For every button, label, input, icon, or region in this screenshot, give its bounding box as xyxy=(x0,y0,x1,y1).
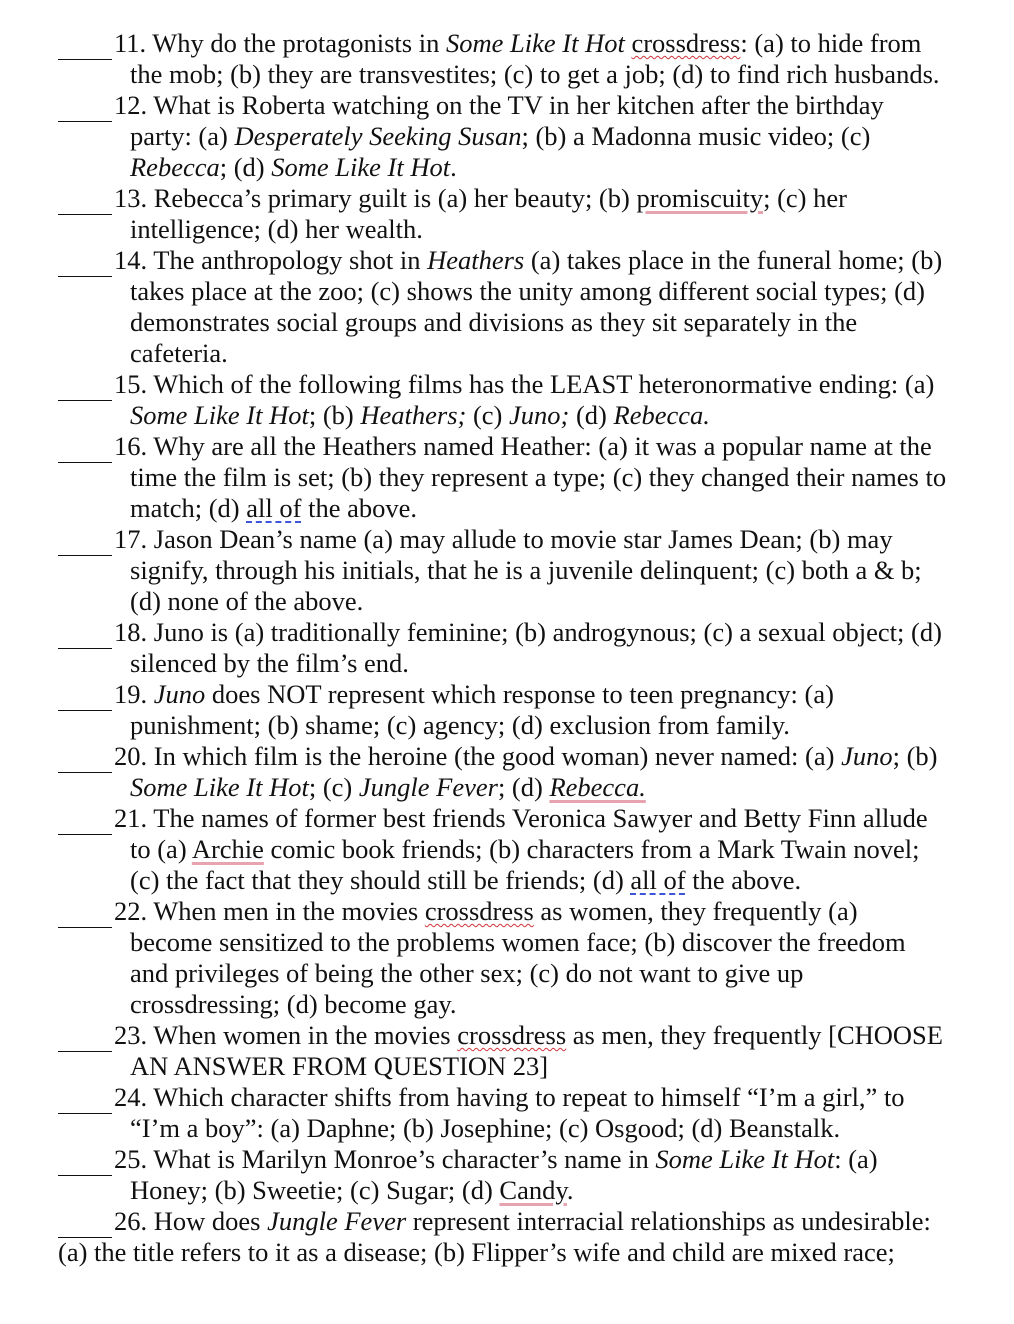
text-run: 11. Why do the protagonists in xyxy=(114,28,446,58)
text-run: ; (b) xyxy=(308,400,361,430)
italic-title xyxy=(360,400,466,430)
marked-word: all of xyxy=(630,865,686,895)
question-line xyxy=(0,493,1014,524)
text-run: signify, through his initials, that he is a juvenile delinquent; (c) both a & b; xyxy=(130,555,922,585)
italic-title: Juno; xyxy=(509,400,570,430)
italic-title xyxy=(549,772,645,802)
italic-title xyxy=(614,400,710,430)
question-line xyxy=(0,896,1014,927)
question-25 xyxy=(0,1144,1014,1206)
question-line xyxy=(0,834,1014,865)
question-line xyxy=(0,462,1014,493)
question-line xyxy=(0,400,1014,431)
marked-word: crossdress xyxy=(424,896,534,926)
question-11 xyxy=(0,28,1014,90)
italic-title: Some Like It Hot xyxy=(130,400,309,430)
answer-blank[interactable] xyxy=(58,245,112,277)
marked-word: Candy xyxy=(499,1175,567,1205)
italic-title xyxy=(234,121,521,151)
question-line xyxy=(0,1206,1014,1237)
answer-blank[interactable] xyxy=(58,524,112,556)
question-line xyxy=(0,617,1014,648)
italic-title: Juno xyxy=(841,741,893,771)
italic-title xyxy=(841,741,893,771)
text-run: represent interracial relationships as undesirable: xyxy=(406,1206,931,1236)
text-run: (d) none of the above. xyxy=(130,586,364,616)
question-15 xyxy=(0,369,1014,431)
question-14 xyxy=(0,245,1014,369)
italic-title xyxy=(130,400,309,430)
question-line xyxy=(0,1020,1014,1051)
text-run: (c) xyxy=(466,400,510,430)
marked-word: promiscuity xyxy=(636,183,764,213)
text-run: 15. Which of the following films has the LEAST heteronormative ending: (a) xyxy=(114,369,935,399)
text-run: cafeteria. xyxy=(130,338,228,368)
text-run: 20. In which film is the heroine (the good woman) never named: (a) xyxy=(114,741,842,771)
answer-blank[interactable] xyxy=(58,741,112,773)
italic-title: Heathers; xyxy=(360,400,467,430)
question-line xyxy=(0,648,1014,679)
question-line xyxy=(0,958,1014,989)
question-line xyxy=(0,245,1014,276)
text-run: become sensitized to the problems women face; (b) discover the freedom xyxy=(130,927,906,957)
question-line xyxy=(0,927,1014,958)
text-run: time the film is set; (b) they represent a type; (c) they changed their names to xyxy=(130,462,947,492)
italic-title: Heathers xyxy=(427,245,525,275)
question-line xyxy=(0,214,1014,245)
text-run: 19. xyxy=(114,679,154,709)
italic-title: Jungle Fever xyxy=(358,772,498,802)
question-18 xyxy=(0,617,1014,679)
text-run: ; (b) a Madonna music video; (c) xyxy=(521,121,871,151)
text-run: the above. xyxy=(685,865,802,895)
text-run: the mob; (b) they are transvestites; (c) to get a job; (d) to find rich husbands. xyxy=(130,59,940,89)
text-run: as women, they frequently (a) xyxy=(533,896,858,926)
text-run: . xyxy=(566,1175,574,1205)
text-run: to (a) xyxy=(130,834,192,864)
question-17 xyxy=(0,524,1014,617)
italic-title xyxy=(655,1144,834,1174)
question-line xyxy=(0,1144,1014,1175)
text-run: intelligence; (d) her wealth. xyxy=(130,214,423,244)
italic-title xyxy=(130,772,309,802)
question-21 xyxy=(0,803,1014,896)
question-26 xyxy=(0,1206,1014,1268)
text-run: takes place at the zoo; (c) shows the unity among different social types; (d) xyxy=(130,276,925,306)
answer-blank[interactable] xyxy=(58,803,112,835)
answer-blank[interactable] xyxy=(58,183,112,215)
text-run: punishment; (b) shame; (c) agency; (d) exclusion from family. xyxy=(130,710,790,740)
text-run: ; (c) xyxy=(308,772,359,802)
marked-word: Archie xyxy=(191,834,264,864)
text-run: (a) takes place in the funeral home; (b) xyxy=(524,245,943,275)
question-line xyxy=(0,183,1014,214)
answer-blank[interactable] xyxy=(58,1206,112,1238)
text-run: Honey; (b) Sweetie; (c) Sugar; (d) xyxy=(130,1175,500,1205)
text-run: match; (d) xyxy=(130,493,247,523)
question-line xyxy=(0,276,1014,307)
question-line xyxy=(0,865,1014,896)
text-run: crossdressing; (d) become gay. xyxy=(130,989,457,1019)
text-run: as men, they frequently [CHOOSE xyxy=(566,1020,943,1050)
text-run: 14. The anthropology shot in xyxy=(114,245,428,275)
marked-word: all of xyxy=(246,493,302,523)
italic-title: Desperately Seeking Susan xyxy=(234,121,522,151)
question-19 xyxy=(0,679,1014,741)
italic-title: Some Like It Hot xyxy=(271,152,451,182)
italic-title xyxy=(509,400,569,430)
italic-title xyxy=(130,152,220,182)
italic-title xyxy=(267,1206,406,1236)
answer-blank[interactable] xyxy=(58,679,112,711)
text-run: party: (a) xyxy=(130,121,235,151)
text-run: 18. Juno is (a) traditionally feminine; (b) androgynous; (c) a sexual object; (d) xyxy=(114,617,942,647)
italic-title: Jungle Fever xyxy=(267,1206,407,1236)
text-run: : (a) xyxy=(834,1144,878,1174)
marked-word: crossdress xyxy=(457,1020,567,1050)
question-line xyxy=(0,369,1014,400)
text-run: AN ANSWER FROM QUESTION 23] xyxy=(130,1051,549,1081)
question-line xyxy=(0,431,1014,462)
italic-title xyxy=(446,28,625,58)
italic-title xyxy=(359,772,498,802)
question-line xyxy=(0,1237,1014,1268)
text-run: ; (c) her xyxy=(763,183,847,213)
text-run: 16. Why are all the Heathers named Heather: (a) it was a popular name at the xyxy=(114,431,932,461)
text-run: 26. How does xyxy=(114,1206,268,1236)
answer-blank[interactable] xyxy=(58,1082,112,1114)
text-run: ; (b) xyxy=(892,741,938,771)
text-run: 17. Jason Dean’s name (a) may allude to movie star James Dean; (b) may xyxy=(114,524,893,554)
text-run: (d) xyxy=(569,400,614,430)
question-24 xyxy=(0,1082,1014,1144)
italic-title: Some Like It Hot xyxy=(655,1144,835,1174)
question-line xyxy=(0,741,1014,772)
question-line xyxy=(0,59,1014,90)
question-line xyxy=(0,555,1014,586)
question-12 xyxy=(0,90,1014,183)
question-line xyxy=(0,679,1014,710)
text-run: : (a) to hide from xyxy=(740,28,922,58)
text-run: silenced by the film’s end. xyxy=(130,648,409,678)
text-run: “I’m a boy”: (a) Daphne; (b) Josephine; (c) Osgood; (d) Beanstalk. xyxy=(130,1113,841,1143)
quiz-document xyxy=(0,28,1014,1268)
text-run: demonstrates social groups and divisions as they sit separately in the xyxy=(130,307,858,337)
italic-title: Juno xyxy=(153,679,206,709)
answer-blank[interactable] xyxy=(58,1020,112,1052)
question-line xyxy=(0,307,1014,338)
text-run: 12. What is Roberta watching on the TV in her kitchen after the birthday xyxy=(114,90,884,120)
question-line xyxy=(0,121,1014,152)
marked-word: crossdress xyxy=(631,28,741,58)
question-23 xyxy=(0,1020,1014,1082)
text-run: . xyxy=(450,152,457,182)
question-line xyxy=(0,586,1014,617)
question-line xyxy=(0,90,1014,121)
text-run: ; (d) xyxy=(497,772,550,802)
italic-title: Some Like It Hot xyxy=(130,772,309,802)
text-run: the above. xyxy=(301,493,417,523)
answer-blank[interactable] xyxy=(58,90,112,122)
text-run: ; (d) xyxy=(219,152,272,182)
question-line xyxy=(0,710,1014,741)
question-20 xyxy=(0,741,1014,803)
italic-title: Rebecca. xyxy=(549,772,646,802)
text-run: 24. Which character shifts from having to repeat to himself “I’m a girl,” to xyxy=(114,1082,905,1112)
text-run: (a) the title refers to it as a disease; (b) Flipper’s wife and child are mixed race; xyxy=(58,1237,895,1267)
question-line xyxy=(0,338,1014,369)
text-run: and privileges of being the other sex; (c) do not want to give up xyxy=(130,958,804,988)
text-run: does NOT represent which response to teen pregnancy: (a) xyxy=(205,679,834,709)
text-run: 25. What is Marilyn Monroe’s character’s name in xyxy=(114,1144,656,1174)
question-line xyxy=(0,1113,1014,1144)
answer-blank[interactable] xyxy=(58,1144,112,1176)
question-line xyxy=(0,1082,1014,1113)
text-run: 22. When men in the movies xyxy=(114,896,425,926)
question-13 xyxy=(0,183,1014,245)
italic-title: Rebecca. xyxy=(613,400,710,430)
question-line xyxy=(0,772,1014,803)
question-line xyxy=(0,989,1014,1020)
question-line xyxy=(0,1175,1014,1206)
question-line xyxy=(0,28,1014,59)
question-line xyxy=(0,803,1014,834)
answer-blank[interactable] xyxy=(58,431,112,463)
text-run: (c) the fact that they should still be friends; (d) xyxy=(130,865,631,895)
italic-title xyxy=(154,679,206,709)
italic-title: Rebecca xyxy=(130,152,220,182)
question-line xyxy=(0,152,1014,183)
answer-blank[interactable] xyxy=(58,896,112,928)
text-run: 23. When women in the movies xyxy=(114,1020,458,1050)
text-run: 13. Rebecca’s primary guilt is (a) her beauty; (b) xyxy=(114,183,637,213)
question-22 xyxy=(0,896,1014,1020)
text-run: comic book friends; (b) characters from a Mark Twain novel; xyxy=(263,834,920,864)
question-16 xyxy=(0,431,1014,524)
italic-title xyxy=(271,152,450,182)
question-line xyxy=(0,524,1014,555)
answer-blank[interactable] xyxy=(58,28,112,60)
italic-title: Some Like It Hot xyxy=(445,28,625,58)
answer-blank[interactable] xyxy=(58,369,112,401)
italic-title xyxy=(427,245,524,275)
text-run: 21. The names of former best friends Veronica Sawyer and Betty Finn allude xyxy=(114,803,928,833)
question-line xyxy=(0,1051,1014,1082)
answer-blank[interactable] xyxy=(58,617,112,649)
